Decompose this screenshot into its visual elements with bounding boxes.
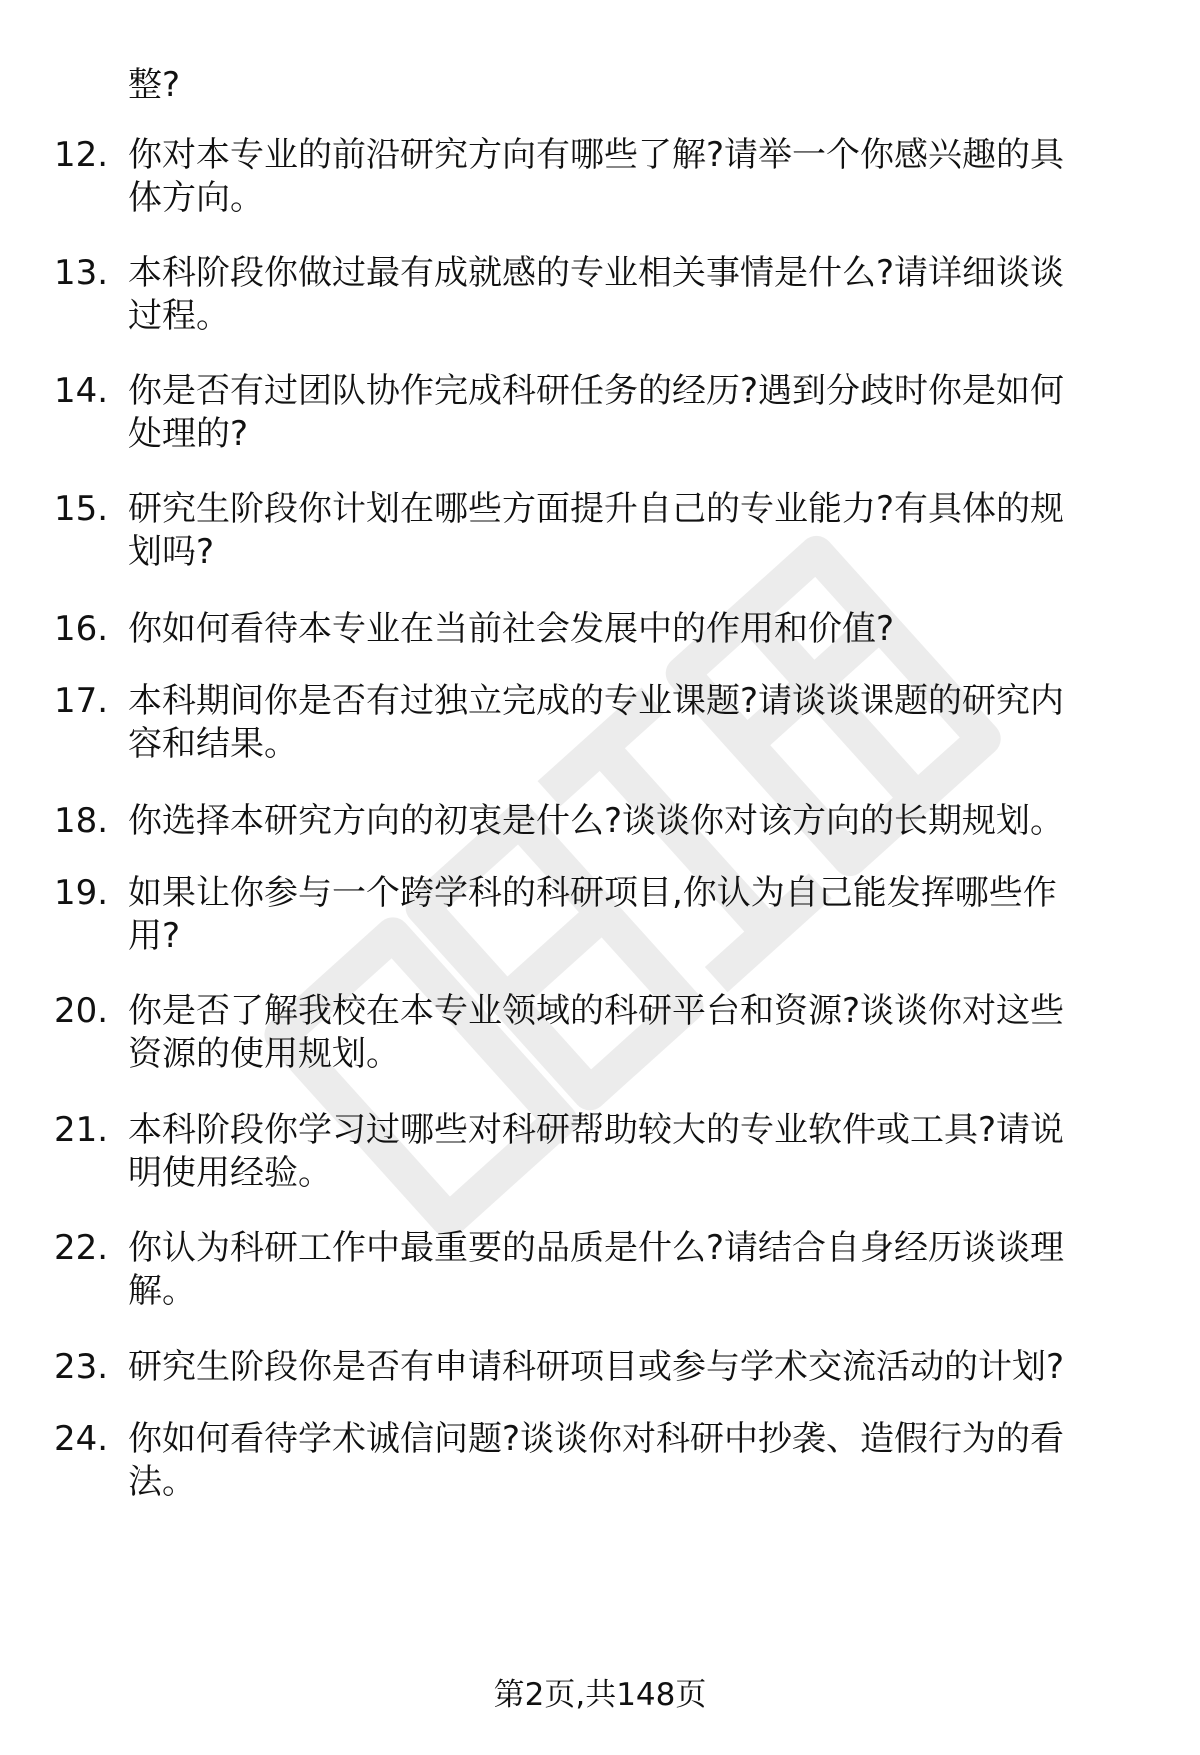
question-text-line: 研究生阶段你是否有申请科研项目或参与学术交流活动的计划? [128, 1347, 1065, 1387]
question-number: 18. [54, 801, 109, 841]
question-number: 14. [54, 371, 109, 411]
question-number: 17. [54, 681, 109, 721]
question-number: 19. [54, 873, 109, 913]
page-footer: 第2页,共148页 [493, 1677, 707, 1713]
question-number: 22. [54, 1228, 109, 1268]
continuation-text: 整? [128, 65, 181, 105]
question-text-line: 研究生阶段你计划在哪些方面提升自己的专业能力?有具体的规 [128, 489, 1065, 529]
question-number: 20. [54, 991, 109, 1031]
question-text-line: 法。 [128, 1462, 196, 1502]
question-number: 21. [54, 1110, 109, 1150]
question-text-line: 处理的? [128, 414, 249, 454]
question-text-line: 本科阶段你做过最有成就感的专业相关事情是什么?请详细谈谈 [128, 253, 1065, 293]
question-text-line: 本科期间你是否有过独立完成的专业课题?请谈谈课题的研究内 [128, 681, 1065, 721]
question-number: 16. [54, 609, 109, 649]
question-text-line: 过程。 [128, 296, 230, 336]
question-text-line: 解。 [128, 1271, 196, 1311]
question-text-line: 用? [128, 916, 181, 956]
question-text-line: 你是否了解我校在本专业领域的科研平台和资源?谈谈你对这些 [128, 991, 1065, 1031]
question-number: 13. [54, 253, 109, 293]
question-text-line: 你是否有过团队协作完成科研任务的经历?遇到分歧时你是如何 [128, 371, 1065, 411]
question-text-line: 划吗? [128, 532, 215, 572]
question-number: 15. [54, 489, 109, 529]
question-number: 24. [54, 1419, 109, 1459]
question-text-line: 本科阶段你学习过哪些对科研帮助较大的专业软件或工具?请说 [128, 1110, 1065, 1150]
question-text-line: 资源的使用规划。 [128, 1034, 400, 1074]
question-text-line: 你对本专业的前沿研究方向有哪些了解?请举一个你感兴趣的具 [128, 135, 1065, 175]
question-number: 23. [54, 1347, 109, 1387]
question-text-line: 你选择本研究方向的初衷是什么?谈谈你对该方向的长期规划。 [128, 801, 1065, 841]
question-text-line: 你如何看待本专业在当前社会发展中的作用和价值? [128, 609, 895, 649]
question-text-line: 如果让你参与一个跨学科的科研项目,你认为自己能发挥哪些作 [128, 873, 1057, 913]
question-text-line: 明使用经验。 [128, 1153, 332, 1193]
question-text-line: 你认为科研工作中最重要的品质是什么?请结合自身经历谈谈理 [128, 1228, 1065, 1268]
question-number: 12. [54, 135, 109, 175]
question-text-line: 你如何看待学术诚信问题?谈谈你对科研中抄袭、造假行为的看 [128, 1419, 1065, 1459]
question-text-line: 体方向。 [128, 178, 264, 218]
question-text-line: 容和结果。 [128, 724, 298, 764]
